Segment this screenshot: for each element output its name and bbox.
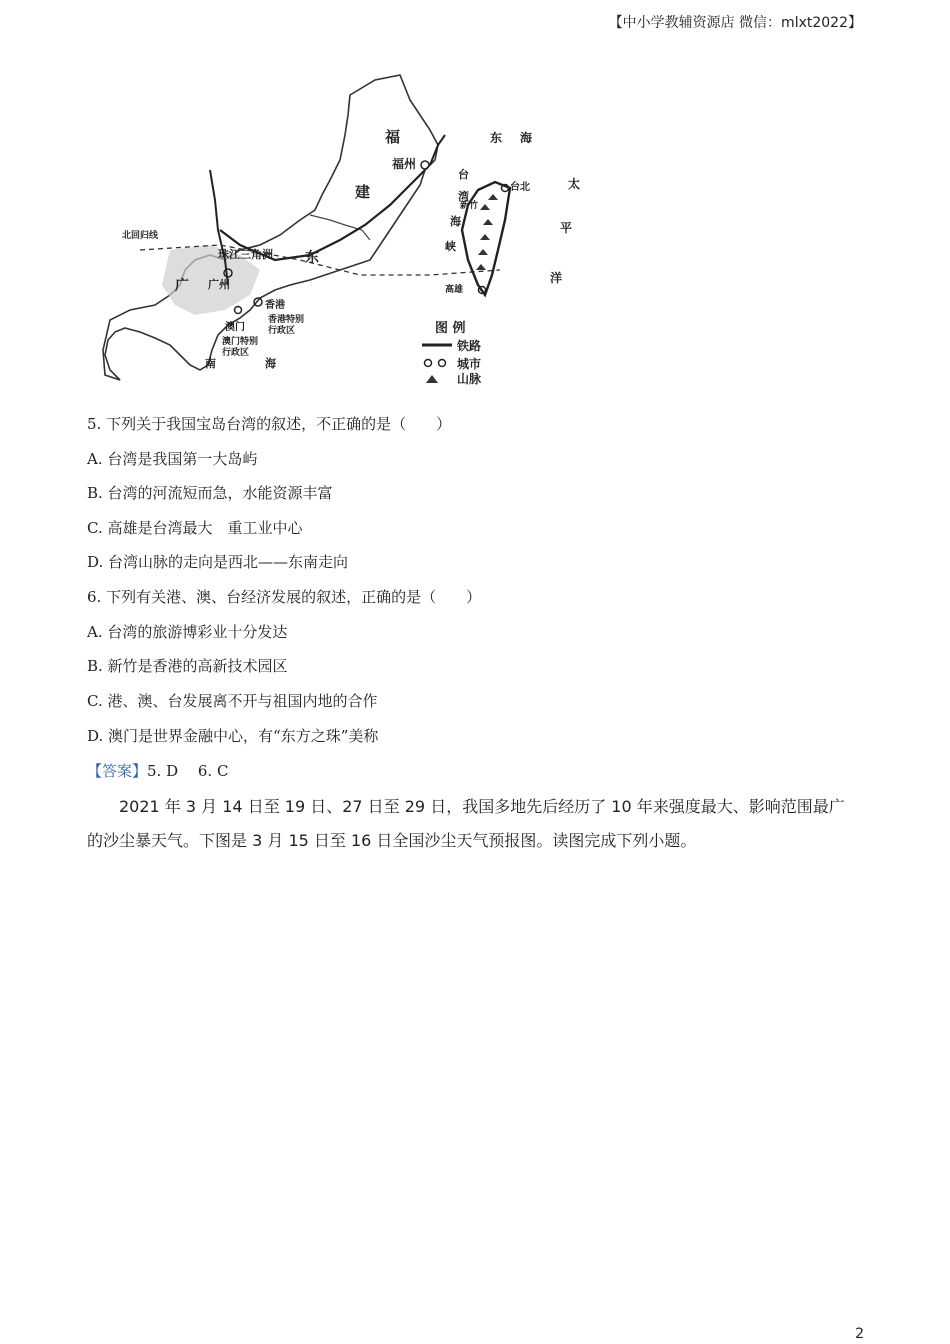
answer-text: 5. D 6. C xyxy=(147,762,229,780)
legend-city-symbol xyxy=(425,360,432,367)
aomen-city xyxy=(235,307,242,314)
intro-paragraph-line-1: 2021 年 3 月 14 日至 19 日、27 日至 29 日，我国多地先后经历了 10 年来强度最大、影响范围最广 xyxy=(119,797,845,816)
page-header: 【中小学教辅资源店 微信：mlxt2022】 xyxy=(608,15,862,31)
question-5-option-b: B. 台湾的河流短而急，水能资源丰富 xyxy=(87,484,333,502)
map-label: 海 xyxy=(450,215,461,228)
regional-map xyxy=(100,70,590,385)
map-label: 广 xyxy=(175,278,189,294)
legend-mountain-label: 山脉 xyxy=(457,372,482,385)
map-label: 海 xyxy=(265,357,276,370)
map-label: 东 xyxy=(305,250,319,266)
question-5-option-d: D. 台湾山脉的走向是西北——东南走向 xyxy=(87,553,349,571)
legend-city-label: 城市 xyxy=(457,357,482,371)
map-label: 太 xyxy=(568,177,581,191)
map-label: 高雄 xyxy=(445,285,464,295)
map-label: 台北 xyxy=(510,182,530,193)
map-label: 东 xyxy=(490,131,503,145)
question-5-stem: 5. 下列关于我国宝岛台湾的叙述，不正确的是（ ） xyxy=(87,415,452,433)
map-label: 香港特别 xyxy=(268,315,305,325)
map-label: 海 xyxy=(520,131,533,145)
legend-city-symbol xyxy=(439,360,446,367)
map-label: 建 xyxy=(355,183,371,201)
mountain-range xyxy=(476,194,498,270)
intro-paragraph-line-2: 的沙尘暴天气。下图是 3 月 15 日至 16 日全国沙尘天气预报图。读图完成下列小题。 xyxy=(87,831,697,850)
question-6-option-b: B. 新竹是香港的高新技术园区 xyxy=(87,657,288,675)
map-label: 平 xyxy=(560,221,573,235)
map-label: 新竹 xyxy=(460,201,479,211)
map-label: 福州 xyxy=(392,157,417,171)
map-label: 台 xyxy=(458,168,469,181)
fuzhou-city xyxy=(421,161,429,169)
map-label: 洋 xyxy=(550,271,563,285)
answer-tag: 【答案】 xyxy=(87,762,148,780)
legend-mountain-symbol xyxy=(426,375,438,383)
map-label: 福 xyxy=(385,128,401,146)
legend-title: 图 例 xyxy=(435,321,466,336)
map-label: 澳门特别 xyxy=(222,337,259,347)
map-label: 珠江三角洲 xyxy=(218,248,273,261)
map-label: 广州 xyxy=(208,278,230,291)
map-label: 行政区 xyxy=(268,326,296,336)
map-label: 香港 xyxy=(265,300,285,311)
page-number: 2 xyxy=(855,1326,864,1342)
question-6-option-c: C. 港、澳、台发展离不开与祖国内地的合作 xyxy=(87,692,378,710)
question-6-stem: 6. 下列有关港、澳、台经济发展的叙述，正确的是（ ） xyxy=(87,588,482,606)
question-6-option-d: D. 澳门是世界金融中心，有“东方之珠”美称 xyxy=(87,727,379,745)
question-5-option-c: C. 高雄是台湾最大 重工业中心 xyxy=(87,519,303,537)
question-5-option-a: A. 台湾是我国第一大岛屿 xyxy=(87,450,258,468)
map-legend xyxy=(422,320,482,385)
map-label: 峡 xyxy=(445,240,456,253)
answer-line xyxy=(87,760,228,781)
legend-railway-label: 铁路 xyxy=(457,339,482,353)
map-label: 北回归线 xyxy=(122,231,159,241)
map-label: 南 xyxy=(205,357,216,370)
intro-paragraph xyxy=(87,790,867,858)
map-label: 湾 xyxy=(458,190,469,203)
question-6-option-a: A. 台湾的旅游博彩业十分发达 xyxy=(87,623,288,641)
map-label: 行政区 xyxy=(222,348,250,358)
map-label: 澳门 xyxy=(225,322,245,333)
